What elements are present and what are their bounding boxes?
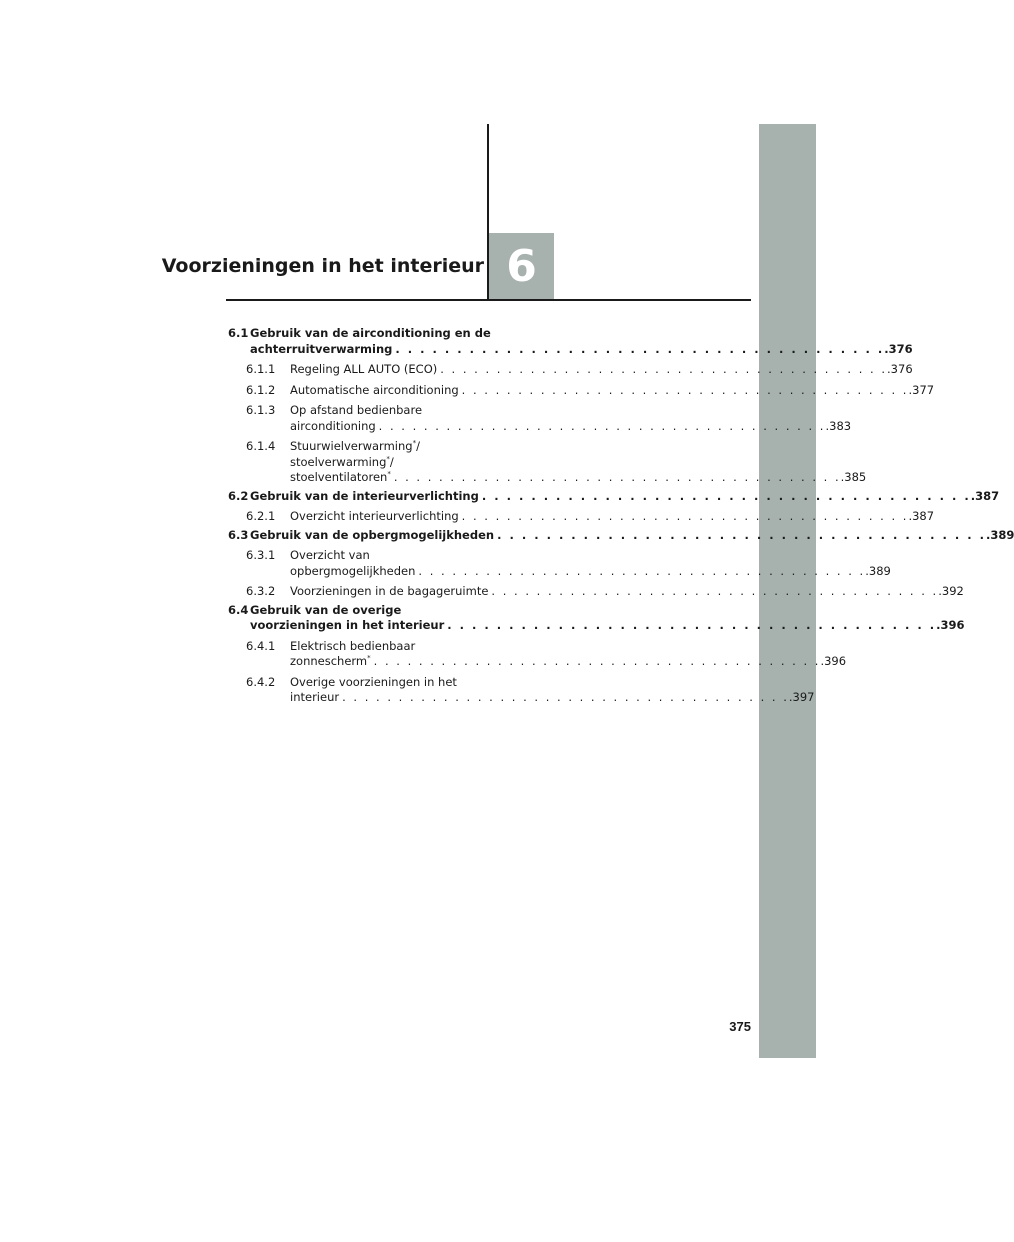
toc-leader-dots: . . . . . . . . . . . . . . . . . . . . . . . . . . . . . . . . . . . . . . . . (461, 509, 909, 523)
toc-leader-dots: . . . . . . . . . . . . . . . . . . . . . . . . . . . . . . . . . . . . . . . . (395, 341, 885, 356)
toc-leader-dots: . . . . . . . . . . . . . . . . . . . . . . . . . . . . . . . . . . . . . . . . (481, 488, 971, 503)
toc-leader-dots: . . . . . . . . . . . . . . . . . . . . . . . . . . . . . . . . . . . . . . . . (440, 362, 888, 376)
toc-entry-page: .389 (985, 527, 1014, 542)
toc-entry[interactable] (228, 439, 867, 486)
toc-entry-title-line: Overzicht van (290, 548, 370, 562)
toc-entry-number: 6.3 (228, 527, 249, 542)
toc-entry-number: 6.1 (228, 326, 249, 340)
toc-leader-dots: . . . . . . . . . . . . . . . . . . . . . . . . . . . . . . . . . . . . . . . . (461, 382, 909, 397)
toc-entry-page: .387 (970, 488, 1000, 503)
toc-entry-number: 6.1.2 (246, 382, 276, 397)
toc-leader-dots: . . . . . . . . . . . . . . . . . . . . . . . . . . . . . . . . . . . . . . . . (447, 618, 937, 632)
toc-entry-number: 6.1.4 (246, 439, 276, 453)
toc-entry-number: 6.3.1 (246, 548, 276, 562)
toc-leader-dots: . . . . . . . . . . . . . . . . . . . . . . . . . . . . . . . . . . . . . . . . (418, 563, 866, 578)
toc-entry-number: 6.2 (228, 488, 249, 503)
toc-entry-number: 6.1.1 (246, 362, 276, 376)
toc-entry-number: 6.4 (228, 602, 249, 617)
toc-entry-title-line: Elektrisch bedienbaar (290, 638, 416, 653)
toc-entry-title-line: voorzieningen in het interieur (250, 618, 445, 632)
chapter-title: Voorzieningen in het interieur (161, 255, 484, 277)
toc-entry-page: .392 (938, 584, 964, 598)
table-of-contents (228, 323, 1014, 706)
toc-entry-page: .383 (825, 418, 852, 433)
page-number: 375 (729, 1019, 751, 1034)
toc-entry[interactable] (228, 382, 935, 399)
toc-entry[interactable] (228, 403, 852, 434)
toc-entry-title-line: opbergmogelijkheden (290, 563, 416, 578)
toc-entry-page: .396 (820, 654, 847, 668)
toc-entry[interactable] (228, 509, 935, 525)
toc-entry-number: 6.4.1 (246, 638, 276, 653)
toc-entry-page: .397 (788, 690, 815, 704)
toc-entry-page: .389 (865, 563, 891, 578)
toc-entry-title-line: airconditioning (290, 418, 376, 433)
toc-leader-dots: . . . . . . . . . . . . . . . . . . . . . . . . . . . . . . . . . . . . . . . . (342, 690, 789, 704)
toc-entry[interactable] (228, 638, 847, 670)
toc-leader-dots: . . . . . . . . . . . . . . . . . . . . . . . . . . . . . . . . . . . . . . . . (393, 470, 841, 484)
toc-entry-title-line: achterruitverwarming (250, 341, 393, 356)
toc-leader-dots: . . . . . . . . . . . . . . . . . . . . . . . . . . . . . . . . . . . . . . . . (497, 527, 986, 542)
toc-entry-title-line: Op afstand bedienbare (290, 403, 423, 417)
toc-entry[interactable] (228, 362, 913, 378)
chapter-number-box (489, 233, 554, 300)
toc-entry-title-line: Gebruik van de overige (250, 602, 402, 617)
toc-entry-number: 6.1.3 (246, 403, 276, 417)
toc-entry-page: .387 (908, 509, 935, 523)
toc-entry-page: .385 (840, 470, 867, 484)
toc-entry-page: .376 (887, 362, 913, 376)
toc-entry-title-line: stoelventilatoren* (290, 470, 391, 484)
toc-entry[interactable] (228, 584, 964, 600)
toc-entry-title-line: Automatische airconditioning (290, 382, 459, 397)
toc-entry-number: 6.4.2 (246, 674, 276, 689)
toc-entry-title-line: interieur (290, 690, 340, 704)
toc-entry-number: 6.2.1 (246, 509, 276, 523)
toc-entry-title-line: Gebruik van de airconditioning en de (250, 326, 491, 340)
toc-entry-title-line: Regeling ALL AUTO (ECO) (290, 362, 438, 376)
toc-entry-title-line: zonnescherm* (290, 654, 371, 668)
toc-entry-title-line: stoelverwarming*/ (290, 454, 394, 469)
toc-leader-dots: . . . . . . . . . . . . . . . . . . . . . . . . . . . . . . . . . . . . . . . . (378, 418, 826, 433)
toc-entry-number: 6.3.2 (246, 584, 276, 598)
toc-entry[interactable] (228, 488, 1000, 505)
toc-entry[interactable] (228, 548, 891, 579)
toc-entry[interactable] (228, 326, 913, 357)
toc-entry-title-line: Overige voorzieningen in het (290, 674, 457, 689)
chapter-number: 6 (506, 240, 537, 292)
toc-entry-title-line: Voorzieningen in de bagageruimte (290, 584, 489, 598)
toc-entry-page: .396 (936, 618, 965, 632)
toc-entry-title-line: Gebruik van de opbergmogelijkheden (250, 527, 495, 542)
header-horizontal-rule (226, 299, 751, 301)
toc-leader-dots: . . . . . . . . . . . . . . . . . . . . . . . . . . . . . . . . . . . . . . . . (373, 654, 821, 668)
toc-entry-title-line: Gebruik van de interieurverlichting (250, 488, 479, 503)
toc-entry[interactable] (228, 527, 1014, 544)
toc-entry[interactable] (228, 602, 965, 634)
toc-entry-title-line: Overzicht interieurverlichting (290, 509, 459, 523)
toc-entry-title-line: Stuurwielverwarming*/ (290, 439, 420, 453)
toc-entry[interactable] (228, 674, 815, 706)
toc-leader-dots: . . . . . . . . . . . . . . . . . . . . . . . . . . . . . . . . . . . . . . . . (491, 584, 939, 598)
toc-entry-page: .376 (884, 341, 913, 356)
toc-entry-page: .377 (908, 382, 935, 397)
